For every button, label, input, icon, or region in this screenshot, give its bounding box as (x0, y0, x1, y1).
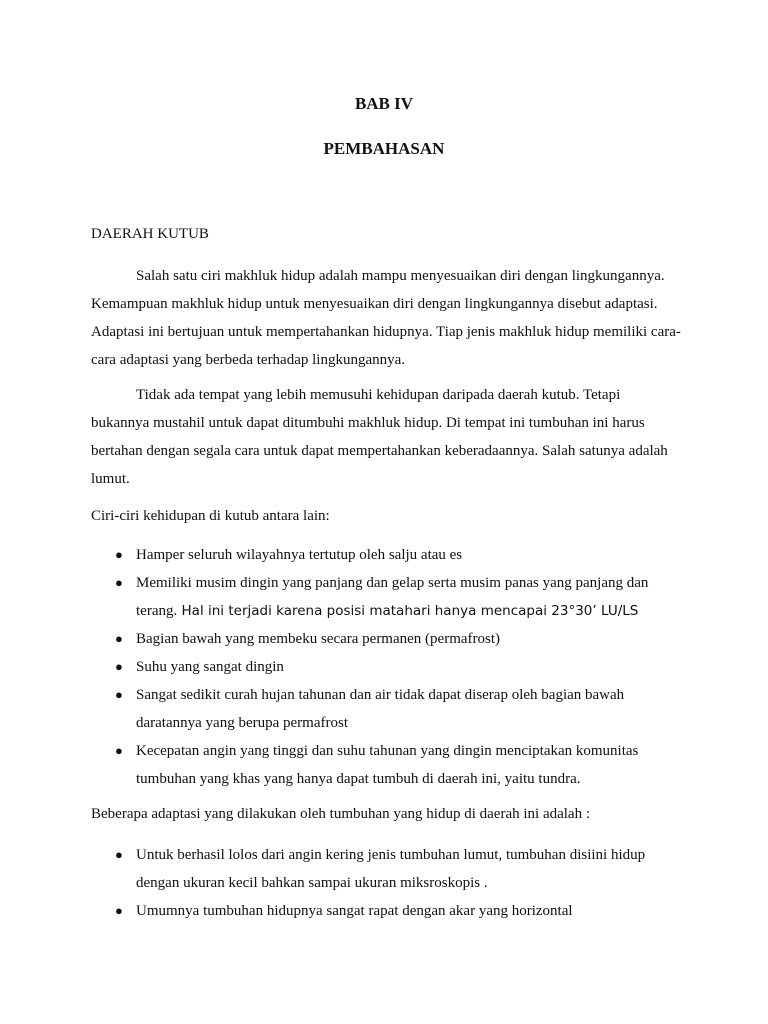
section-heading: DAERAH KUTUB (91, 226, 209, 242)
list-2 (91, 841, 671, 925)
paragraph-2: Tidak ada tempat yang lebih memusuhi kehidupan daripada daerah kutub. Tetapi bukannya mustahil untuk dapat ditumbuhi makhluk hidup. Di tempat ini tumbuhan ini harus bertahan dengan segala cara untuk dapat mempertahankan keberadaannya. Salah satunya adalah lumut. (91, 387, 668, 487)
list-item (91, 897, 671, 925)
list-1 (91, 541, 671, 793)
list-item-text: Bagian bawah yang membeku secara permanen (permafrost) (136, 631, 501, 647)
list-item (91, 541, 671, 569)
list-item (91, 681, 671, 737)
paragraph-1: Salah satu ciri makhluk hidup adalah mampu menyesuaikan diri dengan lingkungannya. Kemampuan makhluk hidup untuk menyesuaikan diri dengan lingkungannya disebut adaptasi. Adaptasi ini bertujuan untuk mempertahankan hidupnya. Tiap jenis makhluk hidup memiliki cara-cara adaptasi yang berbeda terhadap lingkungannya. (91, 268, 681, 368)
bullet-icon: ● (115, 847, 123, 862)
list-item-text: Umumnya tumbuhan hidupnya sangat rapat dengan akar yang horizontal (136, 903, 573, 919)
bullet-icon: ● (115, 903, 123, 918)
list-item-text: Hamper seluruh wilayahnya tertutup oleh salju atau es (136, 547, 463, 563)
list-item-text: Suhu yang sangat dingin (136, 659, 284, 675)
chapter-title: PEMBAHASAN (323, 139, 445, 158)
list-item-text: Kecepatan angin yang tinggi dan suhu tahunan yang dingin menciptakan komunitas tumbuhan yang khas yang hanya dapat tumbuh di daerah ini, yaitu tundra. (136, 743, 639, 787)
list-item-text: Untuk berhasil lolos dari angin kering jenis tumbuhan lumut, tumbuhan disiini hidup dengan ukuran kecil bahkan sampai ukuran miksroskopis . (136, 847, 646, 891)
bullet-icon: ● (115, 743, 123, 758)
list-1-intro: Ciri-ciri kehidupan di kutub antara lain: (91, 508, 330, 524)
list-item-text-extra: Hal ini terjadi karena posisi matahari hanya mencapai 23°30’ LU/LS (177, 603, 639, 619)
bullet-icon: ● (115, 547, 123, 562)
list-2-intro: Beberapa adaptasi yang dilakukan oleh tumbuhan yang hidup di daerah ini adalah : (91, 806, 591, 822)
chapter-number: BAB IV (354, 94, 414, 113)
list-item-text: Memiliki musim dingin yang panjang dan gelap serta musim panas yang panjang dan terang. (136, 575, 649, 619)
list-item (91, 569, 671, 625)
list-item (91, 737, 671, 793)
bullet-icon: ● (115, 659, 123, 674)
bullet-icon: ● (115, 631, 123, 646)
list-item (91, 625, 671, 653)
list-item (91, 841, 671, 897)
bullet-icon: ● (115, 687, 123, 702)
list-item (91, 653, 671, 681)
list-item-text: Sangat sedikit curah hujan tahunan dan air tidak dapat diserap oleh bagian bawah daratannya yang berupa permafrost (136, 687, 625, 731)
bullet-icon: ● (115, 575, 123, 590)
